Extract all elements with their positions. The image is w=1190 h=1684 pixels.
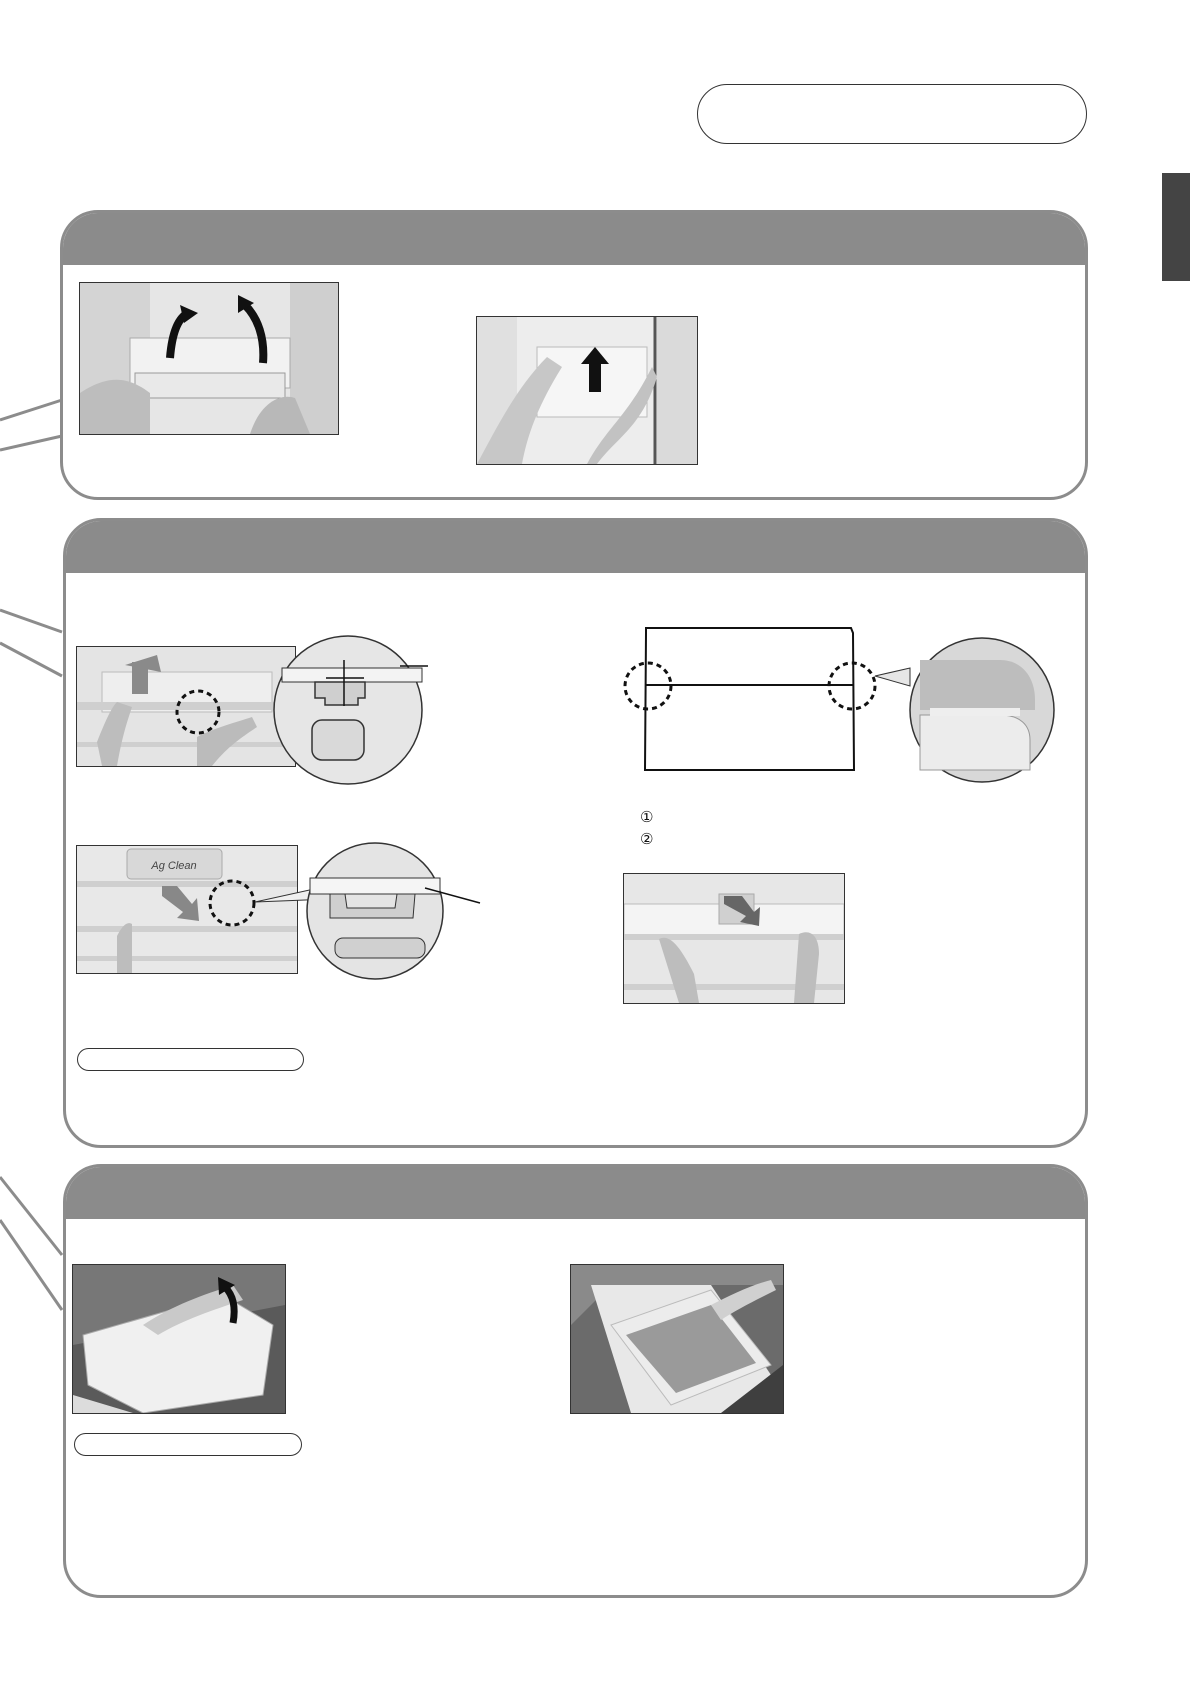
photo-lift-bin-up bbox=[476, 316, 698, 465]
magnified-shelf-slot bbox=[255, 838, 485, 983]
section-header bbox=[66, 1167, 1085, 1219]
photo-slide-shelf bbox=[623, 873, 845, 1004]
section-tab-marker bbox=[1162, 173, 1190, 281]
magnified-shelf-hook bbox=[270, 630, 430, 790]
step-marker-1: ① bbox=[640, 809, 654, 826]
photo-remove-shelf bbox=[76, 646, 296, 767]
step-marker-2: ② bbox=[640, 831, 654, 848]
magnified-shelf-edge bbox=[870, 630, 1060, 790]
photo-lift-drawer bbox=[72, 1264, 286, 1414]
shelf-front-diagram bbox=[620, 625, 880, 775]
note-label-pill bbox=[77, 1048, 304, 1071]
section-header bbox=[63, 213, 1085, 265]
photo-drawer-cover bbox=[570, 1264, 784, 1414]
photo-lift-door-bin bbox=[79, 282, 339, 435]
title-box bbox=[697, 84, 1087, 144]
note-label-pill bbox=[74, 1433, 302, 1456]
section-header bbox=[66, 521, 1085, 573]
ag-clean-label: Ag Clean bbox=[151, 860, 197, 872]
